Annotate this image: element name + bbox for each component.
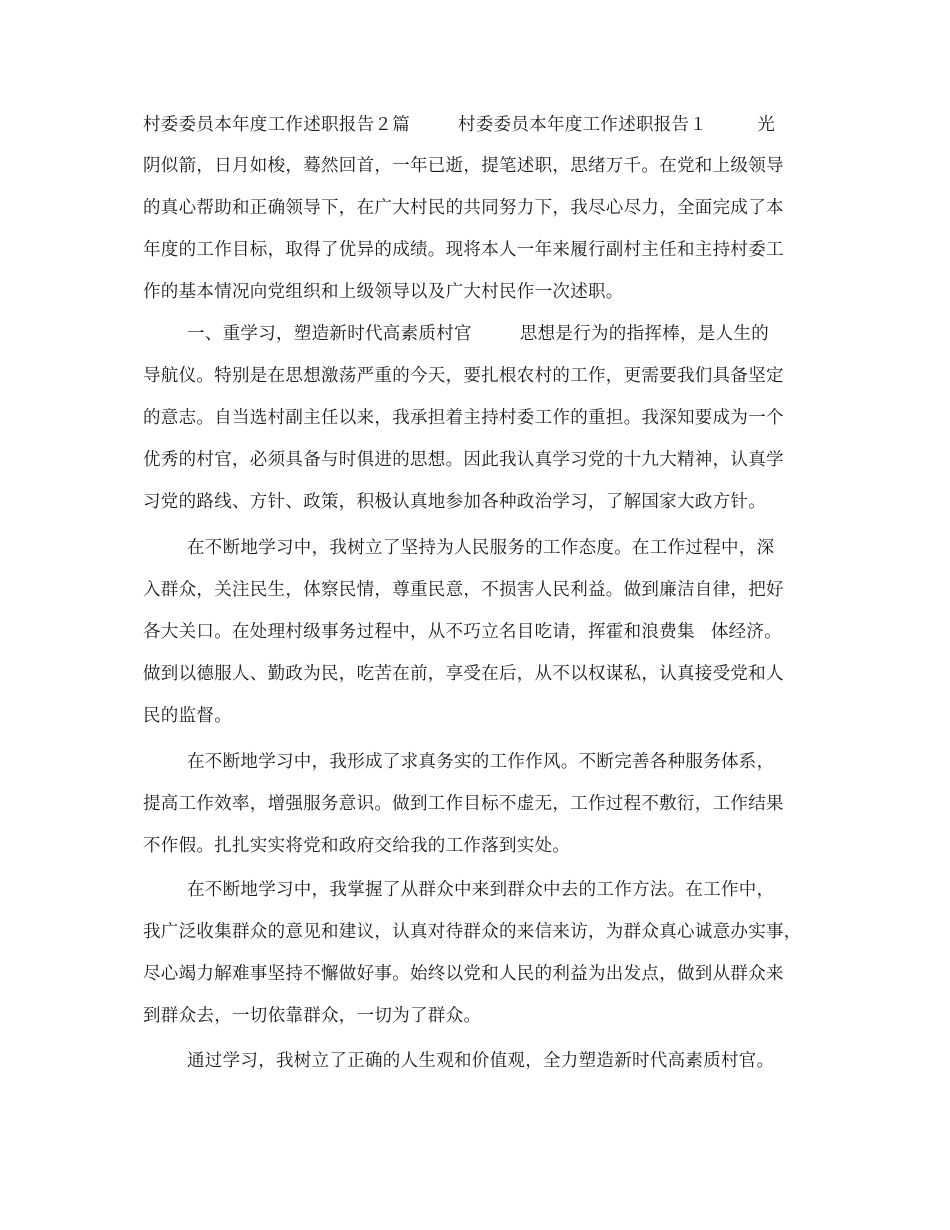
text-line: 我广泛收集群众的意见和建议，认真对待群众的来信来访，为群众真心诚意办实事， [143,922,802,942]
text-line: 在不断地学习中，我形成了求真务实的工作作风。不断完善各种服务体系， [187,752,775,772]
text-line: 作的基本情况向党组织和上级领导以及广大村民作一次述职。 [143,282,624,302]
document-title-line [143,113,775,137]
text-line: 通过学习，我树立了正确的人生观和价值观，全力塑造新时代高素质村官。 [187,1051,775,1071]
text-line: 民的监督。 [143,706,232,726]
text-line: 光 [757,115,776,135]
text-line: 年度的工作目标，取得了优异的成绩。现将本人一年来履行副村主任和主持村委工 [143,240,784,260]
report-title: 村委委员本年度工作述职报告１ [458,115,708,135]
text-line: 习党的路线、方针、政策，积极认真地参加各种政治学习，了解国家大政方针。 [143,492,766,512]
text-line: 不作假。扎扎实实将党和政府交给我的工作落到实处。 [143,836,571,856]
text-line: 做到以德服人、勤政为民，吃苦在前，享受在后，从不以权谋私，认真接受党和人 [143,664,784,684]
text-line: 在不断地学习中，我树立了坚持为人民服务的工作态度。在工作过程中，深 [187,538,775,558]
text-line: 入群众，关注民生，体察民情，尊重民意，不损害人民利益。做到廉洁自律，把好 [143,580,784,600]
section-heading-line [187,322,769,346]
text-segment: 体经济。 [710,622,783,642]
text-line: 思想是行为的指挥棒，是人生的 [519,324,770,344]
text-line: 到群众去，一切依靠群众，一切为了群众。 [143,1006,482,1026]
text-line: 导航仪。特别是在思想激荡严重的今天，要扎根农村的工作，更需要我们具备坚定 [143,366,784,386]
text-line: 的真心帮助和正确领导下，在广大村民的共同努力下，我尽心尽力，全面完成了本 [143,198,784,218]
text-line: 尽心竭力解难事坚持不懈做好事。始终以党和人民的利益为出发点，做到从群众来 [143,964,784,984]
section-heading: 一、重学习，塑造新时代高素质村官 [187,324,472,344]
text-segment: 各大关口。在处理村级事务过程中，从不巧立名目吃请，挥霍和浪费集 [143,622,695,642]
text-line: 阴似箭，日月如梭，蓦然回首，一年已逝，提笔述职，思绪万千。在党和上级领导 [143,156,784,176]
text-line: 的意志。自当选村副主任以来，我承担着主持村委工作的重担。我深知要成为一个 [143,408,784,428]
text-line-split [143,620,782,644]
text-line: 提高工作效率，增强服务意识。做到工作目标不虚无，工作过程不敷衍，工作结果 [143,794,784,814]
text-line: 在不断地学习中，我掌握了从群众中来到群众中去的工作方法。在工作中， [187,880,775,900]
collection-title: 村委委员本年度工作述职报告２篇 [143,115,410,135]
text-line: 优秀的村官，必须具备与时俱进的思想。因此我认真学习党的十九大精神，认真学 [143,450,784,470]
